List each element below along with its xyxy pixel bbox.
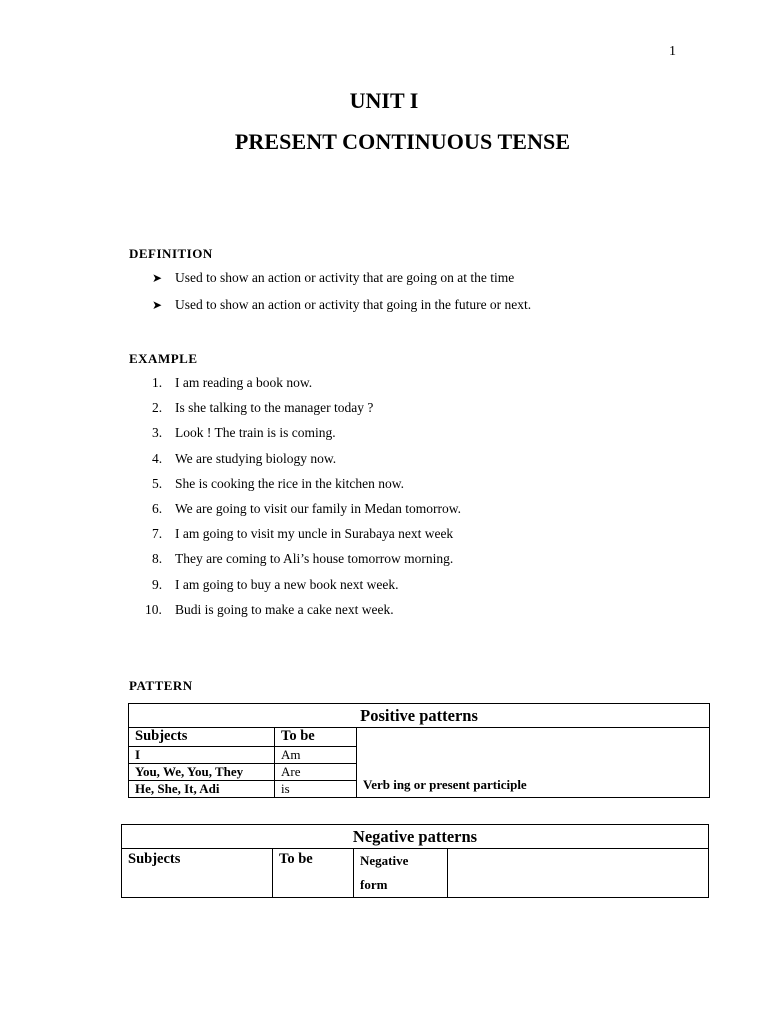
example-heading: EXAMPLE [129,351,198,366]
example-text: We are studying biology now. [175,450,337,466]
item-number: 8. [152,551,163,567]
item-number: 5. [152,475,163,491]
negative-table-caption: Negative patterns [122,825,709,849]
list-item [152,425,461,450]
list-item [152,297,531,324]
unit-title: UNIT I [349,88,419,113]
example-text: She is cooking the rice in the kitchen now. [175,475,404,491]
to-be-header: To be [273,849,354,898]
list-item [152,476,461,501]
negative-label: Negative [360,853,409,868]
definition-text: Used to show an action or activity that are going on at the time [175,270,515,285]
item-number: 7. [152,526,163,542]
list-item [145,601,461,627]
list-item [152,270,531,297]
page-number: 1 [669,44,676,59]
subject-cell: You, We, You, They [129,764,275,781]
item-number: 2. [152,400,163,416]
arrowhead-bullet-icon: ➤ [152,271,163,285]
empty-cell [448,849,709,898]
example-list [145,375,461,627]
list-item [152,577,461,602]
item-number: 10. [145,601,162,617]
to-be-cell: Am [275,747,357,764]
definition-list [152,270,531,324]
list-item [152,375,461,400]
item-number: 6. [152,500,163,516]
example-text: I am going to buy a new book next week. [175,576,399,592]
list-item [152,501,461,526]
subject-cell: I [129,747,275,764]
example-text: I am reading a book now. [175,375,313,390]
to-be-cell: Are [275,764,357,781]
example-text: They are coming to Ali’s house tomorrow morning. [175,551,454,567]
positive-patterns-table [128,703,710,798]
example-text: I am going to visit my uncle in Surabaya next week [175,526,454,542]
negative-patterns-table [121,824,709,898]
definition-text: Used to show an action or activity that going in the future or next. [175,297,532,312]
arrowhead-bullet-icon: ➤ [152,298,163,312]
verb-ing-cell: Verb ing or present participle [357,728,710,798]
to-be-header: To be [275,728,357,747]
example-text: We are going to visit our family in Medan tomorrow. [175,500,461,516]
list-item [152,526,461,551]
subjects-header: Subjects [129,728,275,747]
item-number: 4. [152,450,163,466]
list-item [152,551,461,576]
negative-form-header [354,849,448,898]
example-text: Is she talking to the manager today ? [175,400,374,416]
example-text: Budi is going to make a cake next week. [175,601,394,617]
list-item [152,400,461,425]
example-text: Look ! The train is is coming. [175,425,336,441]
definition-heading: DEFINITION [129,246,213,261]
item-number: 1. [152,375,163,390]
subject-cell: He, She, It, Adi [129,781,275,798]
pattern-heading: PATTERN [129,678,193,693]
to-be-cell: is [275,781,357,798]
item-number: 3. [152,425,163,441]
subjects-header: Subjects [122,849,273,898]
form-label: form [360,877,388,892]
positive-table-caption: Positive patterns [129,704,710,728]
item-number: 9. [152,576,163,592]
list-item [152,451,461,476]
page-title: PRESENT CONTINUOUS TENSE [234,129,571,154]
